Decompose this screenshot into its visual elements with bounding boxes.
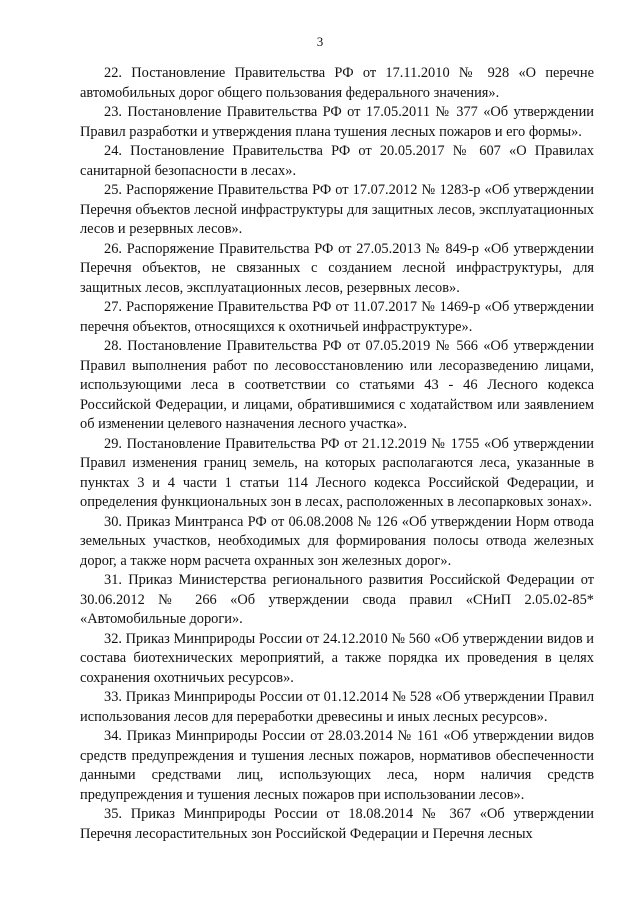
list-item: 34. Приказ Минприроды России от 28.03.2014 № 161 «Об утверждении видов средств предупреждения и тушения лесных пожаров, нормативов обеспеченности данными средствами лиц, использующих леса, норм наличия средств предупреждения и тушения лесных пожаров при использовании лесов».: [80, 728, 594, 803]
list-item: 28. Постановление Правительства РФ от 07.05.2019 № 566 «Об утверждении Правил выполнения работ по лесовосстановлению или лесоразведению лицами, использующими леса в соответствии со статьями 43 - 46 Лесного кодекса Российской Федерации, и лицами, обратившимися с ходатайством или заявлением об изменении целевого назначения лесного участка».: [80, 338, 594, 432]
list-item: 25. Распоряжение Правительства РФ от 17.07.2012 № 1283-р «Об утверждении Перечня объектов лесной инфраструктуры для защитных лесов, эксплуатационных лесов и резервных лесов».: [80, 182, 594, 237]
page-number: 3: [316, 34, 324, 49]
list-item: 35. Приказ Минприроды России от 18.08.2014 № 367 «Об утверждении Перечня лесорастительных зон Российской Федерации и Перечня лесных: [80, 806, 594, 842]
list-item: 26. Распоряжение Правительства РФ от 27.05.2013 № 849-р «Об утверждении Перечня объектов, не связанных с созданием лесной инфраструктуры, для защитных лесов, эксплуатационных лесов, резервных лесов».: [80, 240, 594, 296]
list-item: 30. Приказ Минтранса РФ от 06.08.2008 № 126 «Об утверждении Норм отвода земельных участков, необходимых для формирования полосы отвода железных дорог, а также норм расчета охранных зон железных дорог».: [80, 513, 594, 569]
legal-references-list: [80, 64, 594, 844]
list-item: 31. Приказ Министерства регионального развития Российской Федерации от 30.06.2012 № 266 «Об утверждении свода правил «СНиП 2.05.02-85* «Автомобильные дороги».: [80, 572, 594, 627]
list-item: 23. Постановление Правительства РФ от 17.05.2011 № 377 «Об утверждении Правил разработки и утверждения плана тушения лесных пожаров и его формы».: [80, 104, 594, 140]
list-item: 29. Постановление Правительства РФ от 21.12.2019 № 1755 «Об утверждении Правил изменения границ земель, на которых располагаются леса, указанные в пунктах 3 и 4 части 1 статьи 114 Лесного кодекса Российской Федерации, и определения функциональных зон в лесах, расположенных в лесопарковых зонах».: [80, 435, 594, 510]
list-item: 27. Распоряжение Правительства РФ от 11.07.2017 № 1469-р «Об утверждении перечня объектов, относящихся к охотничьей инфраструктуре».: [80, 299, 594, 335]
list-item: 24. Постановление Правительства РФ от 20.05.2017 № 607 «О Правилах санитарной безопасности в лесах».: [80, 143, 594, 179]
list-item: 33. Приказ Минприроды России от 01.12.2014 № 528 «Об утверждении Правил использования лесов для переработки древесины и иных лесных ресурсов».: [80, 689, 594, 725]
list-item: 22. Постановление Правительства РФ от 17.11.2010 № 928 «О перечне автомобильных дорог общего пользования федерального значения».: [80, 65, 594, 101]
list-item: 32. Приказ Минприроды России от 24.12.2010 № 560 «Об утверждении видов и состава биотехнических мероприятий, а также порядка их проведения в целях сохранения охотничьих ресурсов».: [80, 630, 594, 686]
